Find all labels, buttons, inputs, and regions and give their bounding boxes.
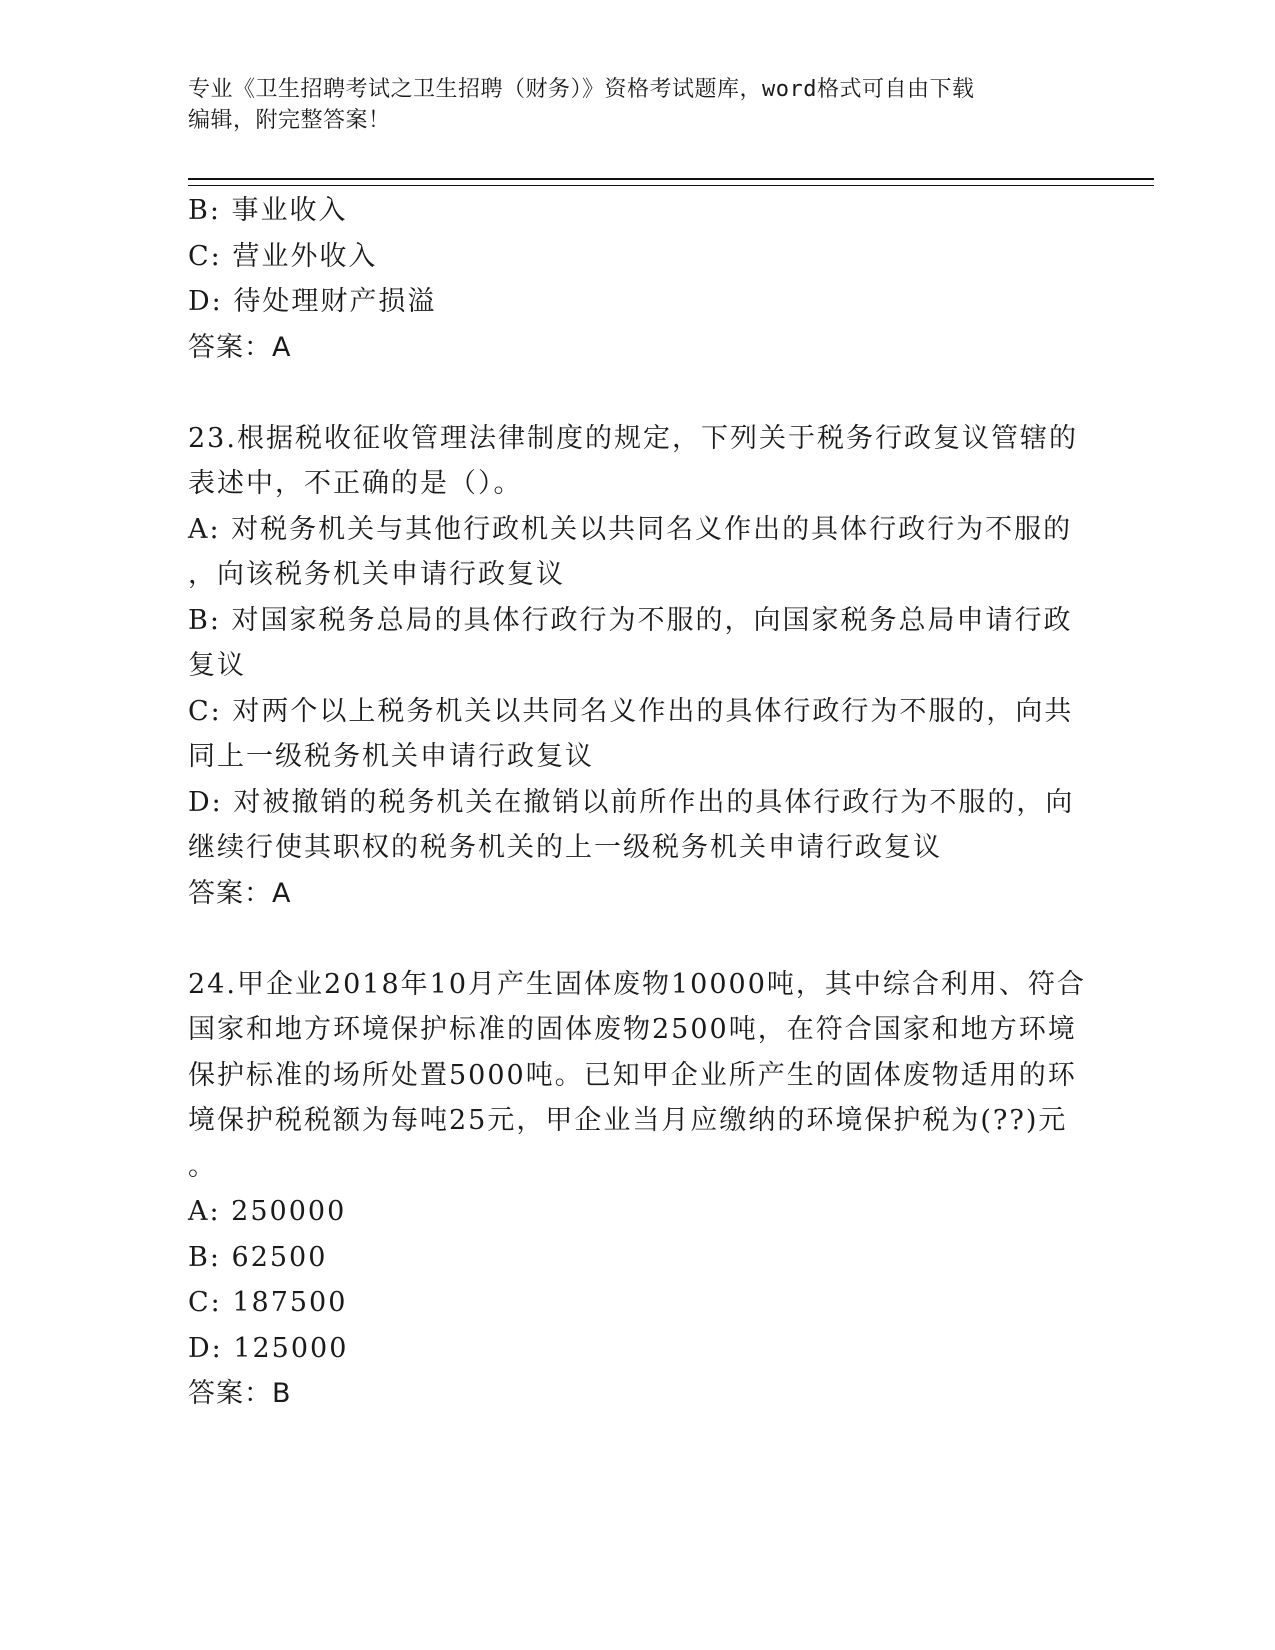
q23-option-d-line-1: D: 对被撤销的税务机关在撤销以前所作出的具体行政行为不服的，向: [188, 786, 1075, 818]
q23-option-c-line-1: C: 对两个以上税务机关以共同名义作出的具体行政行为不服的，向共: [188, 695, 1074, 727]
q24-option-a: A: 250000: [188, 1196, 347, 1227]
question-content: [188, 188, 1088, 1417]
q22-answer: 答案：A: [188, 331, 292, 363]
q24-answer: 答案：B: [188, 1378, 292, 1409]
q23-option-a-line-2: ，向该税务机关申请行政复议: [188, 559, 565, 590]
q23-option-b-line-2: 复议: [188, 650, 246, 681]
q24-stem-line-5: 。: [188, 1150, 217, 1182]
q24-option-c: C: 187500: [188, 1287, 348, 1318]
spacer: [188, 916, 1088, 962]
q24-stem-line-4: 境保护税税额为每吨25元，甲企业当月应缴纳的环境保护税为(??)元: [188, 1105, 1068, 1136]
q24-option-b: B: 62500: [188, 1241, 328, 1273]
q23-option-a-line-1: A: 对税务机关与其他行政机关以共同名义作出的具体行政行为不服的: [188, 513, 1073, 545]
header-divider: [188, 178, 1154, 186]
q24-stem-line-3: 保护标准的场所处置5000吨。已知甲企业所产生的固体废物适用的环: [188, 1059, 1077, 1091]
q24-stem-line-2: 国家和地方环境保护标准的固体废物2500吨，在符合国家和地方环境: [188, 1014, 1077, 1045]
q24-stem-line-1: 24.甲企业2018年10月产生固体废物10000吨，其中综合利用、符合: [188, 968, 1086, 1000]
q23-stem-line-1: 23.根据税收征收管理法律制度的规定，下列关于税务行政复议管辖的: [188, 422, 1078, 454]
spacer: [188, 370, 1088, 416]
q23-answer: 答案：A: [188, 877, 292, 909]
header-line-1: 专业《卫生招聘考试之卫生招聘（财务）》资格考试题库，word格式可自由下载: [188, 77, 975, 102]
q23-option-c-line-2: 同上一级税务机关申请行政复议: [188, 741, 594, 772]
q23-option-d-line-2: 继续行使其职权的税务机关的上一级税务机关申请行政复议: [188, 832, 942, 863]
q23-stem-line-2: 表述中，不正确的是（）。: [188, 468, 523, 499]
q24-option-d: D: 125000: [188, 1332, 349, 1364]
q22-option-c: C: 营业外收入: [188, 240, 378, 272]
q22-option-b: B: 事业收入: [188, 195, 348, 226]
q23-option-b-line-1: B: 对国家税务总局的具体行政行为不服的，向国家税务总局申请行政: [188, 604, 1073, 636]
page-header: [188, 74, 1068, 136]
header-line-2: 编辑，附完整答案！: [188, 108, 391, 133]
q22-option-d: D: 待处理财产损溢: [188, 286, 437, 317]
